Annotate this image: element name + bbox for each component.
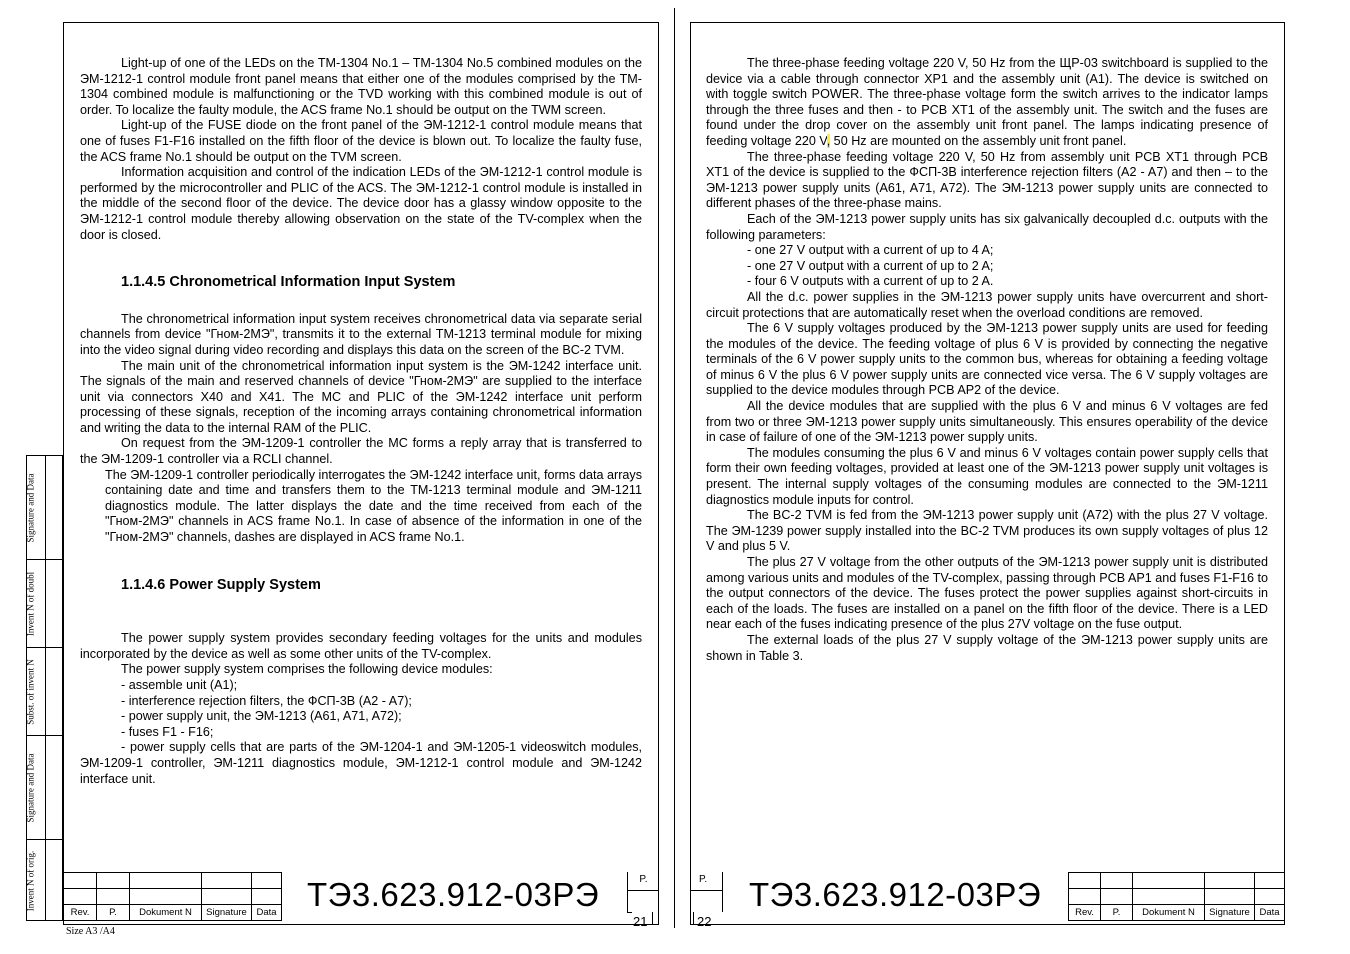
section-heading-power-supply: 1.1.4.6 Power Supply System	[121, 576, 321, 593]
title-block-document-label: Dokument N	[130, 905, 202, 921]
power-supply-paragraph: - fuses F1 - F16;	[121, 724, 214, 739]
right-paragraph: The plus 27 V voltage from the other outputs of the ЭM-1213 power supply unit is distributed among various units and modules of the TV-complex, passing through PCB AP1 and fuses F1-F16 to the output connectors of the device. The fuses protect the power supplies against short-circuits in each of the loads. The fuses are installed on a panel on the fifth floor of the device. There is a LED near each of the fuses indicating presence of the plus 27V voltage on the fuse output.	[706, 555, 1268, 632]
chronometrical-paragraph: The main unit of the chronometrical information input system is the ЭM-1242 interface unit. The signals of the main and reserved channels of device "Гном-2МЭ" are supplied to the interface unit via connectors X40 and X41. The MC and PLIC of the ЭM-1242 interface unit perform processing of these signals, reception of the incoming arrays containing chronometrical information and writing the data to the internal RAM of the PLIC.	[80, 358, 642, 435]
highlighted-comma: ,	[826, 133, 831, 148]
left-intro-paragraph: Information acquisition and control of the indication LEDs of the ЭM-1212-1 control module is performed by the microcontroller and PLIC of the ACS. The ЭM-1212-1 control module is installed in the middle of the second floor of the device. The device door has a glassy window opposite to the ЭM-1212-1 control module thereby allowing observation on the state of the TV-complex when the door is closed.	[80, 165, 642, 242]
right-paragraph: All the d.c. power supplies in the ЭM-1213 power supply units have overcurrent and short-circuit protections that are automatically reset when the overload conditions are removed.	[706, 289, 1268, 320]
section-heading-chronometrical: 1.1.4.5 Chronometrical Information Input System	[121, 274, 456, 291]
side-stamp-label: Signature and Data	[25, 473, 36, 542]
center-fold-line	[674, 8, 675, 928]
left-document-code: ТЭ3.623.912-03РЭ	[307, 876, 600, 913]
title-block-signature-label: Signature	[202, 905, 252, 921]
side-stamp-cell	[27, 736, 64, 840]
right-page-number: 22	[697, 914, 712, 929]
side-stamp-label: Subst. of invent N	[25, 658, 36, 725]
side-stamp-cell	[27, 456, 64, 560]
power-supply-paragraph: - assemble unit (A1);	[121, 678, 238, 692]
side-stamp-label: Signature and Data	[25, 753, 36, 822]
side-stamp	[26, 455, 63, 921]
left-corner-tick	[627, 912, 632, 913]
left-title-block-grid	[63, 872, 282, 921]
title-block-document-label: Dokument N	[1133, 905, 1205, 921]
right-paragraph-intro-part2: 50 Hz are mounted on the assembly unit front panel.	[830, 133, 1127, 148]
right-paragraph: The three-phase feeding voltage 220 V, 50 Hz from assembly unit PCB XT1 through PCB XT1 of the device is supplied to the ФСП-3В interference rejection filters (A2 - A7) and then – to the ЭM-1213 power supply units (A61, A71, A72). The ЭM-1213 power supply units are connected to different phases of the three-phase mains.	[706, 149, 1268, 211]
size-label: Size A3 /A4	[66, 926, 115, 937]
left-page-number: 21	[633, 914, 648, 929]
right-page-label: P.	[691, 872, 722, 891]
chronometrical-paragraph: On request from the ЭM-1209-1 controller the MC forms a reply array that is transferred to the ЭM-1209-1 controller via a RCLI channel.	[80, 436, 642, 467]
left-intro-paragraph: Light-up of one of the LEDs on the TM-1304 No.1 – TM-1304 No.5 combined modules on the ЭM-1212-1 control module front panel means that either one of the modules comprised by the TM-1304 combined module is malfunctioning or the TVD working with this combined module is out of order. To localize the faulty module, the ACS frame No.1 should be output on the TWM screen.	[80, 56, 642, 117]
right-paragraph-intro-part1: The three-phase feeding voltage 220 V, 50 Hz from the ЩР-03 switchboard is supplied to the device via a cable through connector XP1 and the assembly unit (A1). The device is switched on with toggle switch POWER. The three-phase voltage form the switch arrives to the indicator lamps through the three fuses and then - to PCB XT1 of the assembly unit. The switch and the fuses are found under the drop cover on the assembly unit front panel. The lamps indicating presence of feeding voltage 220 V	[706, 56, 1268, 148]
title-block-page-label: P.	[97, 905, 130, 921]
right-paragraph-intro	[706, 56, 1268, 150]
right-paragraph: The modules consuming the plus 6 V and minus 6 V voltages contain power supply cells that form their own feeding voltages, provided at least one of the ЭM-1213 power supply unit voltages is present. The internal supply voltages of the consuming modules are connected to the ЭM-1211 diagnostics module inputs for control.	[706, 445, 1268, 507]
power-supply-paragraph: - power supply cells that are parts of the ЭM-1204-1 and ЭM-1205-1 videoswitch modules, ЭM-1209-1 controller, ЭM-1211 diagnostics module, ЭM-1212-1 control module and ЭM-1242 interface unit.	[80, 740, 642, 786]
title-block-date-label: Data	[1255, 905, 1285, 921]
side-stamp-cell	[27, 648, 64, 736]
side-stamp-label: Invent N of doubl	[25, 571, 36, 636]
title-block-date-label: Data	[252, 905, 282, 921]
power-supply-paragraph: - power supply unit, the ЭM-1213 (A61, A71, A72);	[121, 709, 402, 724]
side-stamp-cell	[27, 840, 64, 922]
title-block-rev-label: Rev.	[1069, 905, 1101, 921]
left-corner-tick	[652, 912, 653, 924]
right-page-body	[706, 56, 1268, 664]
right-document-code: ТЭ3.623.912-03РЭ	[749, 876, 1042, 913]
chronometrical-paragraphs	[80, 312, 642, 546]
right-paragraph: The 6 V supply voltages produced by the ЭM-1213 power supply units are used for feeding the modules of the device. The feeding voltage of plus 6 V is provided by connecting the negative terminals of the 6 V power supply units to the common bus, whereas for obtaining a feeding voltage of minus 6 V the plus 6 V power supply units are connected vice versa. The 6 V supply voltages are supplied to the device modules through PCB AP2 of the device.	[706, 321, 1268, 398]
title-block-signature-label: Signature	[1205, 905, 1255, 921]
power-supply-paragraph: - interference rejection filters, the ФСП-3В (A2 - A7);	[121, 693, 412, 708]
right-paragraph: - four 6 V outputs with a current of up to 2 A.	[747, 274, 994, 289]
right-page-number-box	[691, 872, 723, 912]
right-paragraph: Each of the ЭM-1213 power supply units has six galvanically decoupled d.c. outputs with the following parameters:	[706, 211, 1268, 242]
right-paragraph: - one 27 V output with a current of up to 4 A;	[747, 243, 994, 258]
right-title-block-grid	[1068, 872, 1285, 921]
power-supply-paragraphs	[80, 631, 642, 787]
chronometrical-paragraph: The chronometrical information input system receives chronometrical data via separate serial channels from device "Гном-2МЭ", transmits it to the external TM-1213 terminal module for mixing into the video signal during video recording and displays this data on the screen of the BC-2 TVM.	[80, 311, 642, 357]
right-paragraph: The external loads of the plus 27 V supply voltage of the ЭM-1213 power supply units are shown in Table 3.	[706, 632, 1268, 663]
left-intro-paragraphs	[80, 56, 642, 243]
right-corner-tick	[693, 912, 694, 924]
title-block-page-label: P.	[1101, 905, 1133, 921]
left-page-number-box	[627, 872, 659, 912]
right-paragraphs	[706, 150, 1268, 665]
right-paragraph: - one 27 V output with a current of up to 2 A;	[747, 258, 994, 273]
right-paragraph: The BC-2 TVM is fed from the ЭM-1213 power supply unit (A72) with the plus 27 V voltage. The ЭM-1239 power supply installed into the BC-2 TVM produces its own supply voltages of plus 12 V and plus 5 V.	[706, 508, 1268, 554]
left-intro-paragraph: Light-up of the FUSE diode on the front panel of the ЭM-1212-1 control module means that one of fuses F1-F16 installed on the fifth floor of the device is blown out. To localize the faulty fuse, the ACS frame No.1 should be output on the TVM screen.	[80, 118, 642, 164]
side-stamp-cell	[27, 560, 64, 648]
left-page-label: P.	[628, 872, 659, 891]
power-supply-paragraph: The power supply system provides secondary feeding voltages for the units and modules incorporated by the device as well as some other units of the TV-complex.	[80, 631, 642, 661]
power-supply-paragraph: The power supply system comprises the following device modules:	[121, 662, 493, 677]
left-page-body	[80, 56, 642, 787]
title-block-rev-label: Rev.	[64, 905, 97, 921]
side-stamp-label: Invent N of orig.	[25, 850, 36, 912]
right-paragraph: All the device modules that are supplied with the plus 6 V and minus 6 V voltages are fed from two or three ЭM-1213 power supply units simultaneously. This ensures operability of the device in case of failure of one of the ЭM-1213 power supply units.	[706, 399, 1268, 445]
chronometrical-paragraph: The ЭM-1209-1 controller periodically interrogates the ЭM-1242 interface unit, forms data arrays containing date and time and transfers them to the TM-1213 terminal module and ЭM-1211 diagnostics module. The latter displays the date and the time received from each of the "Гном-2МЭ" channels in ACS frame No.1. In case of absence of the information in one of the "Гном-2МЭ" channels, dashes are displayed in ACS frame No.1.	[105, 467, 642, 545]
